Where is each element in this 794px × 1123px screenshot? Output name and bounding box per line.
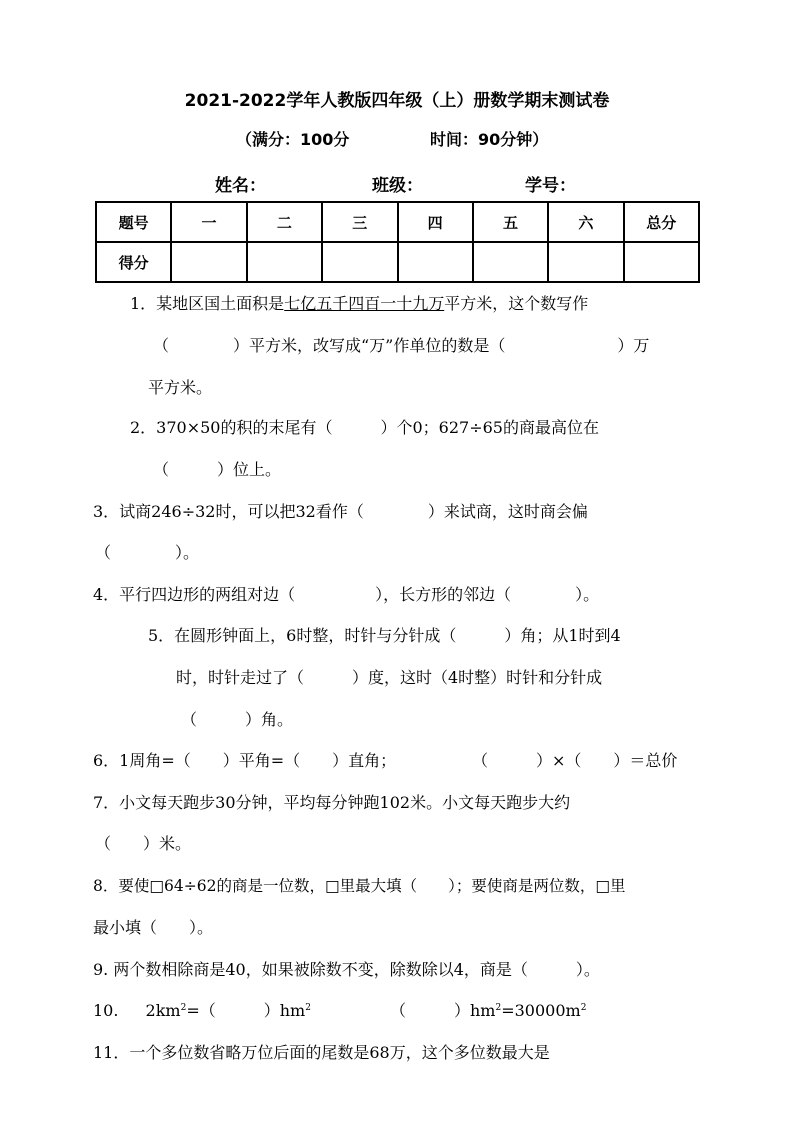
score-input-cell[interactable]: [171, 242, 246, 282]
question-7-line-1: 7．小文每天跑步30分钟，平均每分钟跑102米。小文每天跑步大约: [93, 793, 571, 812]
question-10-hm-2-exponent: 2: [495, 1003, 502, 1013]
question-8-line-2: 最小填（ ）。: [93, 918, 214, 937]
score-cell: 得分: [96, 242, 171, 282]
question-10-m: =30000m: [501, 1001, 581, 1020]
question-10-km-exponent: 2: [180, 1003, 187, 1013]
question-10-part-2: [390, 1001, 586, 1021]
class-label: 班级：: [372, 176, 423, 196]
question-10: [93, 1001, 311, 1021]
name-label: 姓名：: [215, 176, 266, 196]
question-10-hm-1-exponent: 2: [305, 1003, 311, 1013]
score-table-header-row: [96, 202, 699, 242]
question-5-line-1: 5．在圆形钟面上，6时整，时针与分针成（ ）角；从1时到4: [148, 626, 621, 645]
question-6-part-1: 6．1周角=（ ）平角=（ ）直角；: [93, 751, 397, 770]
score-input-cell[interactable]: [322, 242, 397, 282]
question-11-line-1: 11．一个多位数省略万位后面的尾数是68万，这个多位数最大是: [93, 1043, 550, 1062]
question-1-suffix: 平方米，这个数写作: [444, 294, 589, 313]
score-cell: 总分: [624, 202, 699, 242]
question-3-line-2: （ ）。: [95, 543, 200, 562]
score-cell: 六: [548, 202, 623, 242]
question-10-number: 10.: [93, 1001, 119, 1020]
question-4-line-1: 4．平行四边形的两组对边（ ），长方形的邻边（ ）。: [93, 585, 600, 604]
question-10-km: 2km: [145, 1001, 181, 1020]
question-5-line-3: （ ）角。: [181, 710, 294, 729]
question-2-line-2: （ ）位上。: [153, 460, 282, 479]
score-cell: 二: [247, 202, 322, 242]
question-1-prefix: 1．某地区国土面积是: [130, 294, 285, 313]
score-table-score-row: [96, 242, 699, 282]
score-cell: 一: [171, 202, 246, 242]
score-cell: 题号: [96, 202, 171, 242]
question-10-m-exponent: 2: [580, 1003, 587, 1013]
question-5-line-2: 时，时针走过了（ ）度，这时（4时整）时针和分针成: [176, 668, 603, 687]
exam-title: 2021-2022学年人教版四年级（上）册数学期末测试卷: [184, 91, 610, 111]
score-table: [95, 201, 700, 283]
full-score: （满分：100分: [236, 130, 350, 149]
question-10-hm-2: （ ）hm: [390, 1001, 496, 1020]
question-8-line-1: 8．要使□64÷62的商是一位数，□里最大填（ ）；要使商是两位数，□里: [93, 877, 626, 895]
score-input-cell[interactable]: [473, 242, 548, 282]
question-1-line-3: 平方米。: [148, 378, 213, 397]
question-1-line-2: （ ）平方米，改写成“万”作单位的数是（ ）万: [153, 336, 650, 355]
score-cell: 三: [322, 202, 397, 242]
question-1-line-1: [130, 294, 588, 314]
exam-time: 时间：90分钟）: [430, 130, 549, 149]
question-7-line-2: （ ）米。: [95, 834, 192, 853]
student-number-label: 学号：: [525, 176, 576, 196]
score-input-cell[interactable]: [624, 242, 699, 282]
question-10-hm-1: =（ ）hm: [186, 1001, 306, 1020]
question-3-line-1: 3．试商246÷32时，可以把32看作（ ）来试商，这时商会偏: [93, 502, 588, 521]
question-6-part-2: （ ）×（ ）＝总价: [472, 751, 678, 770]
score-cell: 四: [398, 202, 473, 242]
score-input-cell[interactable]: [247, 242, 322, 282]
question-1-underlined: 七亿五千四百一十九万: [284, 294, 445, 313]
score-input-cell[interactable]: [398, 242, 473, 282]
score-cell: 五: [473, 202, 548, 242]
question-9-line-1: 9. 两个数相除商是40，如果被除数不变，除数除以4，商是（ ）。: [93, 960, 600, 979]
question-2-line-1: 2．370×50的积的末尾有（ ）个0；627÷65的商最高位在: [130, 418, 599, 437]
score-input-cell[interactable]: [548, 242, 623, 282]
